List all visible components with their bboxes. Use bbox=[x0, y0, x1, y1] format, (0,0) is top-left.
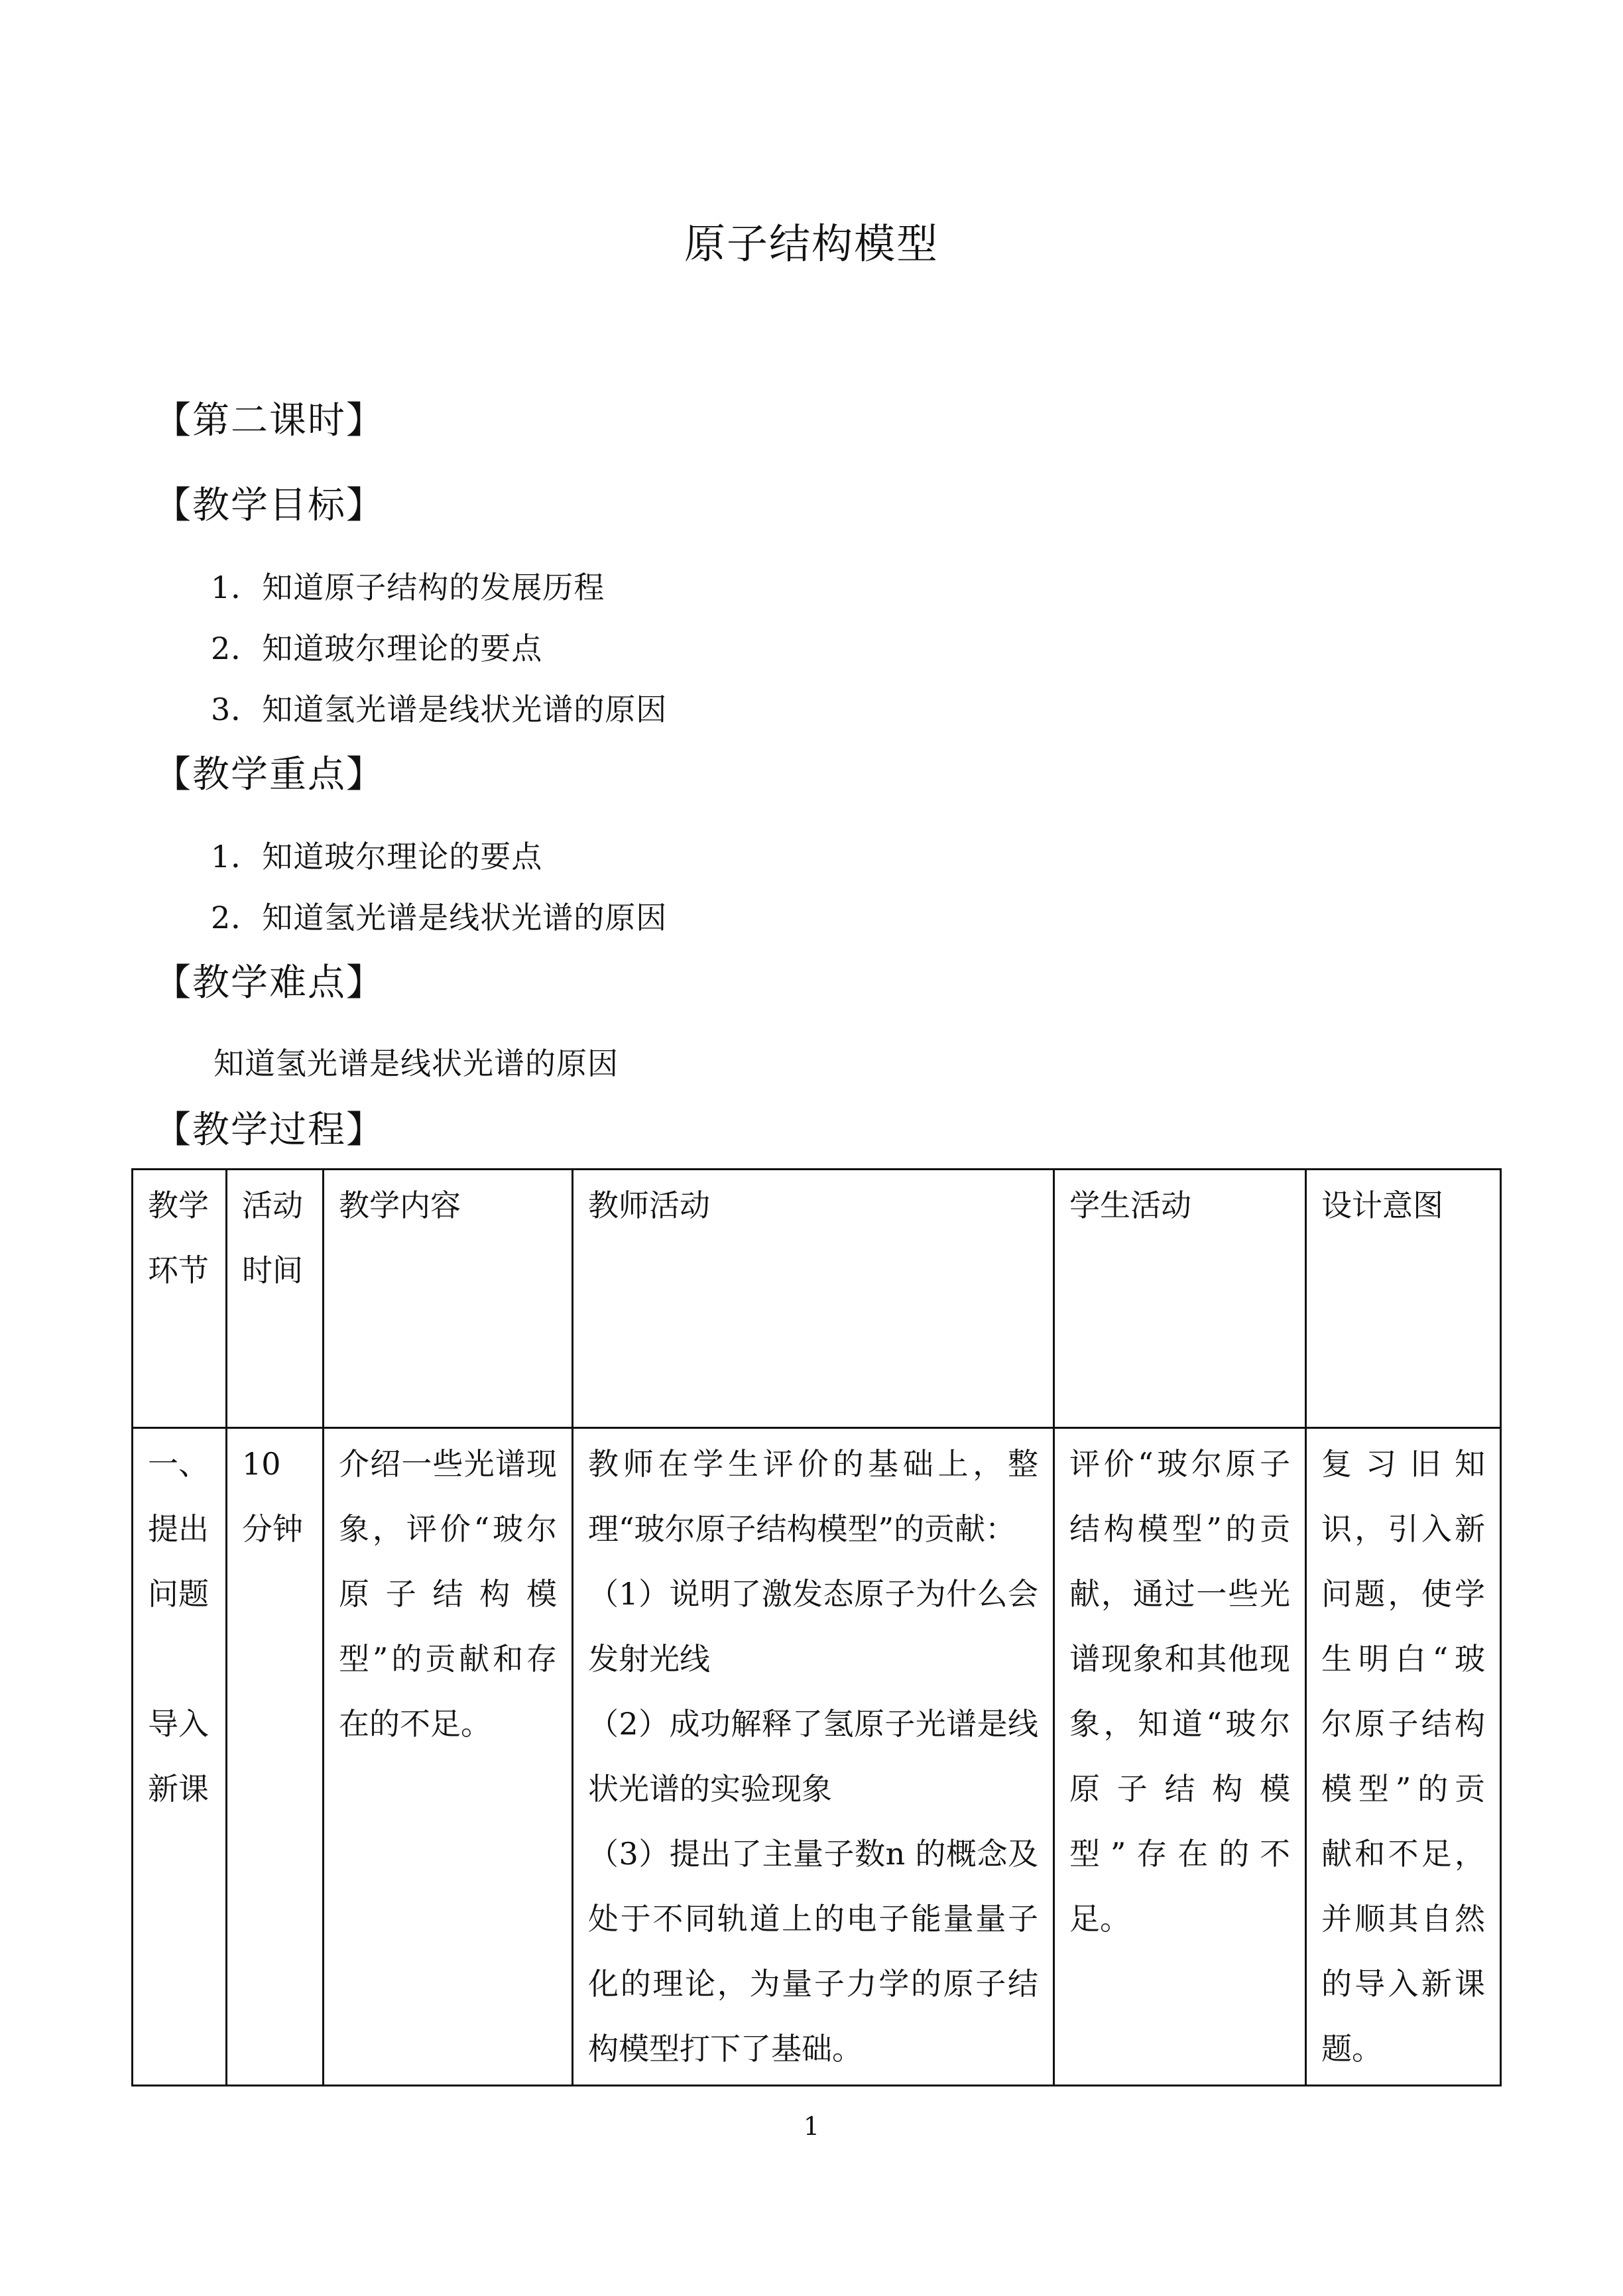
table-row bbox=[133, 1428, 1501, 2086]
difficulties-heading: 【教学难点】 bbox=[154, 961, 385, 1004]
header-time: 活动时间 bbox=[227, 1170, 324, 1428]
key-points-heading: 【教学重点】 bbox=[154, 753, 385, 796]
teaching-process-table bbox=[131, 1168, 1502, 2086]
cell-intent: 复习旧知识，引入新问题，使学生明白“玻尔原子结构模型”的贡献和不足，并顺其自然的导入新课题。 bbox=[1306, 1428, 1501, 2086]
stage-part-a: 一、提出问题 bbox=[148, 1446, 209, 1612]
key-point-item: 1．知道玻尔理论的要点 bbox=[211, 839, 543, 875]
teacher-paragraph: 教师在学生评价的基础上，整理“玻尔原子结构模型”的贡献： bbox=[588, 1446, 1038, 1547]
header-stage: 教学环节 bbox=[133, 1170, 227, 1428]
page-number: 1 bbox=[803, 2112, 820, 2141]
process-heading: 【教学过程】 bbox=[154, 1109, 385, 1152]
header-teacher: 教师活动 bbox=[573, 1170, 1054, 1428]
objective-item: 1．知道原子结构的发展历程 bbox=[211, 570, 605, 605]
header-content: 教学内容 bbox=[324, 1170, 573, 1428]
table-header-row bbox=[133, 1170, 1501, 1428]
cell-stage bbox=[133, 1428, 227, 2086]
objectives-heading: 【教学目标】 bbox=[154, 484, 385, 527]
teacher-point: （3）提出了主量子数n 的概念及处于不同轨道上的电子能量量子化的理论，为量子力学的原子结构模型打下了基础。 bbox=[588, 1836, 1038, 2067]
cell-teacher bbox=[573, 1428, 1054, 2086]
teacher-point: （1）说明了激发态原子为什么会发射光线 bbox=[588, 1576, 1038, 1677]
key-point-item: 2．知道氢光谱是线状光谱的原因 bbox=[211, 900, 668, 936]
objective-item: 3．知道氢光谱是线状光谱的原因 bbox=[211, 692, 668, 727]
page-title: 原子结构模型 bbox=[684, 219, 939, 268]
teacher-point: （2）成功解释了氢原子光谱是线状光谱的实验现象 bbox=[588, 1706, 1038, 1807]
cell-time: 10分钟 bbox=[227, 1428, 324, 2086]
lesson-heading: 【第二课时】 bbox=[154, 399, 385, 442]
stage-part-b: 导入新课 bbox=[148, 1706, 209, 1807]
objective-item: 2．知道玻尔理论的要点 bbox=[211, 631, 543, 666]
difficulties-text: 知道氢光谱是线状光谱的原因 bbox=[213, 1046, 619, 1081]
cell-content: 介绍一些光谱现象，评价“玻尔原子结构模型”的贡献和存在的不足。 bbox=[324, 1428, 573, 2086]
header-student: 学生活动 bbox=[1054, 1170, 1306, 1428]
header-intent: 设计意图 bbox=[1306, 1170, 1501, 1428]
cell-student: 评价“玻尔原子结构模型”的贡献，通过一些光谱现象和其他现象，知道“玻尔原子结构模型”存在的不足。 bbox=[1054, 1428, 1306, 2086]
